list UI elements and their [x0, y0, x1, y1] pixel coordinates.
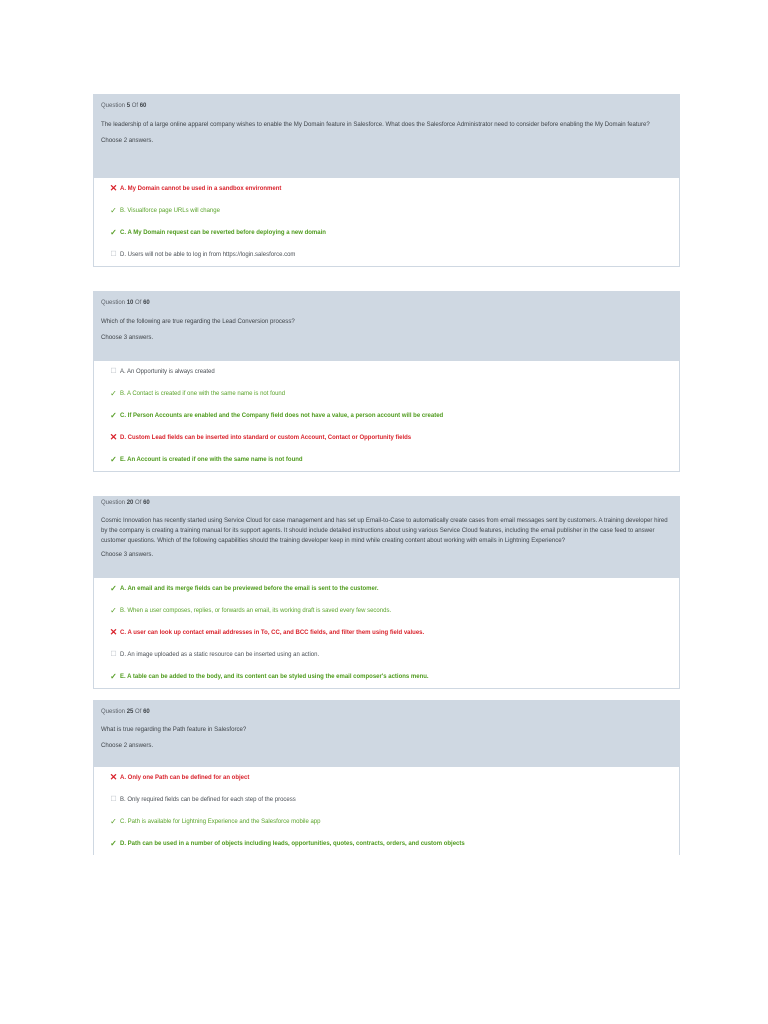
answer-list	[93, 178, 680, 267]
answer-option[interactable]: ✕ D. Custom Lead fields can be inserted into standard or custom Account, Contact or Opportunity fields	[94, 427, 679, 449]
question-card	[93, 291, 680, 472]
question-number: Question 5 Of 60	[101, 103, 147, 109]
question-number: Question 20 Of 60	[101, 500, 150, 506]
question-header	[93, 496, 680, 578]
question-number: Question 10 Of 60	[101, 300, 150, 306]
question-header	[93, 94, 680, 178]
answer-option[interactable]: ✓ C. If Person Accounts are enabled and the Company field does not have a value, a person account will be created	[94, 405, 679, 427]
question-text: What is true regarding the Path feature in Salesforce?	[101, 726, 247, 733]
choose-instruction: Choose 2 answers.	[101, 137, 154, 144]
check-icon: ✓	[110, 455, 117, 464]
check-icon: ✓	[110, 606, 117, 615]
question-text: The leadership of a large online apparel company wishes to enable the My Domain feature in Salesforce. What does the Salesforce Administrator need to consider before enabling the My Domain feature?	[101, 121, 650, 128]
check-icon: ✓	[110, 389, 117, 398]
check-icon: ✓	[110, 206, 117, 215]
choose-instruction: Choose 3 answers.	[101, 551, 154, 558]
check-icon: ✓	[110, 411, 117, 420]
answer-option[interactable]: ✓ C. Path is available for Lightning Experience and the Salesforce mobile app	[94, 811, 679, 833]
answer-list	[93, 578, 680, 689]
x-icon: ✕	[109, 432, 118, 442]
check-icon: ✓	[110, 839, 117, 848]
question-card	[93, 700, 680, 855]
question-card	[93, 496, 680, 689]
question-header	[93, 700, 680, 767]
answer-option[interactable]: ✓ B. When a user composes, replies, or forwards an email, its working draft is saved every few seconds.	[94, 600, 679, 622]
question-card	[93, 94, 680, 267]
question-header	[93, 291, 680, 361]
x-icon: ✕	[109, 627, 118, 637]
check-icon: ✓	[110, 584, 117, 593]
answer-option[interactable]: ☐ A. An Opportunity is always created	[94, 361, 679, 383]
checkbox-icon: ☐	[110, 796, 117, 803]
answer-option[interactable]: ✓ E. A table can be added to the body, and its content can be styled using the email composer's actions menu.	[94, 666, 679, 688]
answer-option[interactable]: ✓ A. An email and its merge fields can be previewed before the email is sent to the customer.	[94, 578, 679, 600]
x-icon: ✕	[109, 183, 118, 193]
question-text: Cosmic Innovation has recently started using Service Cloud for case management and has set up Email-to-Case to automatically create cases from email messages sent by customers. A training developer hired by the company is creating a training manual for its support agents. It should include detailed instructions about using various Service Cloud features, including the email publisher in the case feed to answer customer questions. Which of the following capabilities should the training developer keep in mind while creating content about working with emails in Lightning Experience?	[101, 517, 668, 544]
checkbox-icon: ☐	[110, 251, 117, 258]
answer-option[interactable]: ☐ B. Only required fields can be defined for each step of the process	[94, 789, 679, 811]
answer-option[interactable]: ✓ E. An Account is created if one with the same name is not found	[94, 449, 679, 471]
checkbox-icon: ☐	[110, 368, 117, 375]
answer-option[interactable]: ✕ A. Only one Path can be defined for an object	[94, 767, 679, 789]
answer-option[interactable]: ✓ B. A Contact is created if one with the same name is not found	[94, 383, 679, 405]
answer-option[interactable]: ☐ D. An image uploaded as a static resource can be inserted using an action.	[94, 644, 679, 666]
question-number: Question 25 Of 60	[101, 709, 150, 715]
answer-option[interactable]: ✓ D. Path can be used in a number of objects including leads, opportunities, quotes, contracts, orders, and custom objects	[94, 833, 679, 855]
answer-option[interactable]: ☐ D. Users will not be able to log in from https://login.salesforce.com	[94, 244, 679, 266]
answer-option[interactable]: ✕ C. A user can look up contact email addresses in To, CC, and BCC fields, and filter them using field values.	[94, 622, 679, 644]
answer-list	[93, 361, 680, 472]
check-icon: ✓	[110, 817, 117, 826]
check-icon: ✓	[110, 672, 117, 681]
check-icon: ✓	[110, 228, 117, 237]
answer-option[interactable]: ✕ A. My Domain cannot be used in a sandbox environment	[94, 178, 679, 200]
checkbox-icon: ☐	[110, 651, 117, 658]
answer-list	[93, 767, 680, 855]
x-icon: ✕	[109, 772, 118, 782]
question-text: Which of the following are true regarding the Lead Conversion process?	[101, 318, 295, 325]
answer-option[interactable]: ✓ B. Visualforce page URLs will change	[94, 200, 679, 222]
choose-instruction: Choose 2 answers.	[101, 742, 154, 749]
answer-option[interactable]: ✓ C. A My Domain request can be reverted before deploying a new domain	[94, 222, 679, 244]
choose-instruction: Choose 3 answers.	[101, 334, 154, 341]
